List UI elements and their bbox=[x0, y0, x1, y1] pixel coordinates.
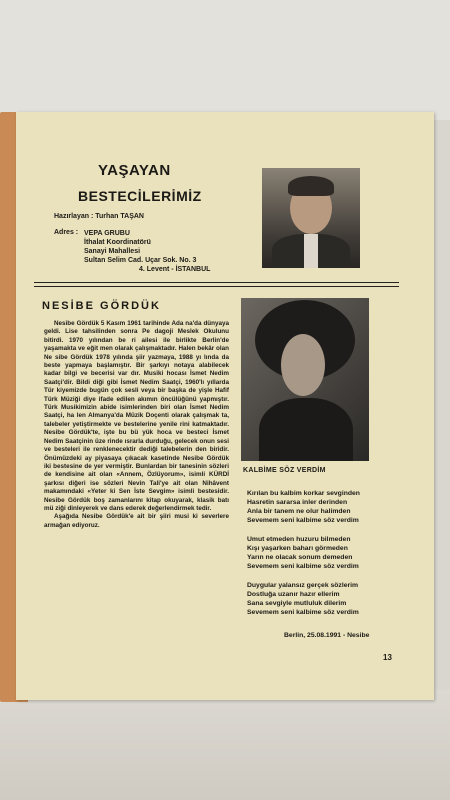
magazine-page bbox=[16, 112, 434, 700]
poem-line: Sana sevgiyle mutluluk dilerim bbox=[247, 600, 347, 607]
poem-stanza bbox=[247, 535, 407, 571]
article-body bbox=[44, 320, 229, 530]
address-block bbox=[84, 229, 210, 274]
poem-line: Kırılan bu kalbim korkar sevginden bbox=[247, 490, 360, 497]
portrait-photo-nesibe bbox=[241, 298, 369, 461]
background-wall bbox=[0, 0, 450, 120]
poem-line: Sevemem seni kalbime söz verdim bbox=[247, 609, 359, 616]
address-line: 4. Levent - İSTANBUL bbox=[139, 266, 211, 273]
article-paragraph: Aşağıda Nesibe Gördük'e ait bir şiiri musi ki severlere armağan ediyoruz. bbox=[44, 513, 229, 529]
poem-title: KALBİME SÖZ VERDİM bbox=[243, 467, 326, 474]
poem-line: Yarın ne olacak sonum demeden bbox=[247, 554, 353, 561]
title-line-2: BESTECİLERİMİZ bbox=[78, 188, 202, 204]
address-line: VEPA GRUBU bbox=[84, 230, 130, 237]
title-line-1: YAŞAYAN bbox=[98, 162, 171, 179]
poem-signature: Berlin, 25.08.1991 - Nesibe bbox=[284, 632, 370, 639]
poem-line: Umut etmeden huzuru bilmeden bbox=[247, 536, 351, 543]
poem-line: Anla bir tanem ne olur halimden bbox=[247, 508, 351, 515]
background-table bbox=[0, 690, 450, 800]
address-line: İthalat Koordinatörü bbox=[84, 239, 151, 246]
prepared-label: Hazırlayan : bbox=[54, 213, 94, 220]
article-heading: NESİBE GÖRDÜK bbox=[42, 300, 161, 312]
address-line: Sanayi Mahallesi bbox=[84, 248, 141, 255]
poem-stanza bbox=[247, 581, 407, 617]
article-paragraph: Nesibe Gördük 5 Kasım 1961 tarihinde Ada na'da dünyaya geldi. Lise tahsilinden sonra Pe dagoji Meslek Okulunu bitirdi. 1970 yılından be ri ailesi ile birlikte Berlin'de yaşamakta ve eğit men olarak çalışmaktadır. Halen bekâr olan Ne sibe Gördük 1978 yılında şiir yazmaya, 1988 yı lında da beste yapmaya başlamıştır. Bir şarkıyı notaya alabilecek kadar bilgi ve becerisi var dır. Musiki hocası İsmet Nedim Saatçi'dir. Bildi diği gibi İsmet Nedim Saatçi, 1960'lı yıllarda Tür kiyemizde bugün çok sesli veya bir başka de yişle Hafif Türk Müziği diye ifade edilen akımın öncülüğünü yapmıştır. Türk Musikimizin abide isimlerinden biri olan İsmet Nedim Saatçi, ha len Almanya'da Müzik Doçenti olarak çalışmak ta, talebeler yetiştirmekte ve bestelerine yenile rini katmaktadır. Nesibe Gördük'te, işte bu bü yük hoca ve besteci İsmet Nedim Saatçinin üze rinde ısrarla durduğu, gelecek onun sesi ve besteleri ile renklenecektir dediği talebelerin den biridir. Önümüzdeki ay piyasaya çıkacak kasetinde Nesibe Gördük iki bestesine de yer vermiştir. Bunlardan bir tanesinin sözleri de kendisine ait olan «Annem, Özlüyorum», isimli KÜRDİ şarkısı diğeri ise sözleri Nevin Tali'ye ait olan Nihâvent makamındaki «Yeter ki Sen İste Sevgim» isimli bestesidir. Nesibe Gördük boş zamanlarını kitap okuyarak, klasik batı mü ziği dinleyerek ve dans ederek değerlendirmek tedir. bbox=[44, 320, 229, 512]
poem-line: Sevemem seni kalbime söz verdim bbox=[247, 563, 359, 570]
poem-line: Sevemem seni kalbime söz verdim bbox=[247, 517, 359, 524]
portrait-photo-author bbox=[262, 168, 360, 268]
address-label: Adres : bbox=[54, 229, 79, 236]
poem-line: Hasretin sararsa inler derinden bbox=[247, 499, 348, 506]
prepared-name: Turhan TAŞAN bbox=[95, 213, 144, 220]
poem-line: Kışı yaşarken baharı görmeden bbox=[247, 545, 348, 552]
page-number: 13 bbox=[383, 653, 392, 662]
poem-line: Duygular yalansız gerçek sözlerim bbox=[247, 582, 359, 589]
prepared-by bbox=[54, 213, 144, 220]
poem-stanza bbox=[247, 489, 407, 525]
poem-line: Dostluğa uzanır hazır ellerim bbox=[247, 591, 340, 598]
address-line: Sultan Selim Cad. Uçar Sok. No. 3 bbox=[84, 257, 197, 264]
section-divider bbox=[34, 282, 399, 287]
